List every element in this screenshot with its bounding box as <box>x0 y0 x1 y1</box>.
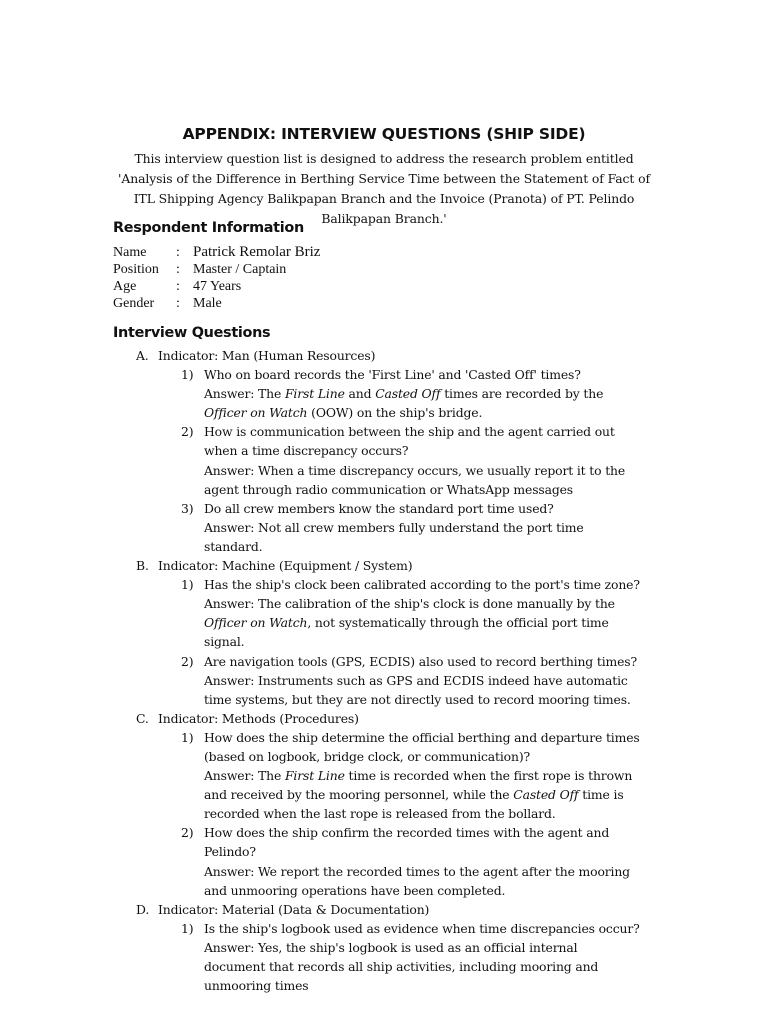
respondent-heading: Respondent Information <box>113 220 304 236</box>
indicator-label: Indicator: Material (Data & Documentation) <box>158 901 430 917</box>
answer-text: Answer: Not all crew members fully understand the port time standard. <box>204 519 584 554</box>
question-text: Do all crew members know the standard port time used? <box>204 500 554 516</box>
indicator-heading <box>0 346 768 365</box>
field-separator: : <box>176 296 180 311</box>
respondent-position-row <box>113 262 473 279</box>
field-label: Gender <box>113 296 155 311</box>
field-separator: : <box>176 262 180 277</box>
question-text: How does the ship confirm the recorded times with the agent and Pelindo? <box>204 825 610 860</box>
indicator-label: Indicator: Methods (Procedures) <box>158 710 359 726</box>
question-item <box>0 728 768 823</box>
indicator-letter: C. <box>136 710 149 726</box>
question-number: 1) <box>181 577 194 593</box>
field-value: Master / Captain <box>193 262 287 277</box>
question-item <box>0 823 768 899</box>
indicator-heading <box>0 556 768 575</box>
answer-text: Answer: Yes, the ship's logbook is used as an official internal document that records all ship activities, including mooring and unmooring times <box>204 939 599 994</box>
field-value: Male <box>193 296 222 311</box>
indicator-heading <box>0 900 768 919</box>
field-label: Age <box>113 279 137 294</box>
question-number: 2) <box>181 653 194 669</box>
interview-heading: Interview Questions <box>113 325 271 341</box>
question-number: 1) <box>181 729 194 745</box>
field-label: Name <box>113 245 147 260</box>
question-text: Is the ship's logbook used as evidence when time discrepancies occur? <box>204 920 640 936</box>
field-separator: : <box>176 279 180 294</box>
question-number: 1) <box>181 920 194 936</box>
question-item <box>0 499 768 556</box>
field-separator: : <box>176 245 180 260</box>
intro-paragraph: This interview question list is designed to address the research problem entitled 'Analysis of the Difference in Berthing Service Time between the Statement of Fact of ITL Shipping Agency Balikpapan Branch and the Invoice (Pranota) of PT. Pelindo Balikpapan Branch.' <box>118 151 650 226</box>
page-title: APPENDIX: INTERVIEW QUESTIONS (SHIP SIDE) <box>182 125 586 143</box>
respondent-name-row <box>113 245 473 262</box>
respondent-gender-row <box>113 296 473 313</box>
respondent-age-row <box>113 279 473 296</box>
question-text: How does the ship determine the official berthing and departure times (based on logbook, bridge clock, or communication)? <box>204 729 640 764</box>
interview-questions <box>0 346 768 995</box>
indicator-letter: D. <box>136 901 150 917</box>
indicator-heading <box>0 709 768 728</box>
answer-text: Answer: When a time discrepancy occurs, we usually report it to the agent through radio communication or WhatsApp messages <box>204 462 626 497</box>
field-label: Position <box>113 262 159 277</box>
question-item <box>0 919 768 995</box>
field-value: 47 Years <box>193 279 242 294</box>
question-number: 3) <box>181 500 194 516</box>
question-text: Who on board records the 'First Line' and 'Casted Off' times? <box>204 367 581 383</box>
answer-text: Answer: We report the recorded times to the agent after the mooring and unmooring operations have been completed. <box>204 863 630 898</box>
question-item <box>0 365 768 422</box>
indicator-letter: A. <box>136 348 149 363</box>
answer-text: Answer: The First Line and Casted Off times are recorded by the Officer on Watch (OOW) on the ship's bridge. <box>204 386 604 421</box>
indicator-letter: B. <box>136 558 149 574</box>
answer-text: Answer: The calibration of the ship's clock is done manually by the Officer on Watch, not systematically through the official port time signal. <box>204 596 615 650</box>
answer-text: Answer: The First Line time is recorded when the first rope is thrown and received by the mooring personnel, while the Casted Off time is recorded when the last rope is released from the bollard. <box>204 768 633 822</box>
question-text: Are navigation tools (GPS, ECDIS) also used to record berthing times? <box>204 653 637 669</box>
question-number: 2) <box>181 825 194 841</box>
field-value: Patrick Remolar Briz <box>193 244 321 260</box>
question-item <box>0 575 768 651</box>
question-item <box>0 422 768 498</box>
answer-text: Answer: Instruments such as GPS and ECDIS indeed have automatic time systems, but they are not directly used to record mooring times. <box>204 672 631 707</box>
question-number: 1) <box>181 367 194 383</box>
question-number: 2) <box>181 424 194 440</box>
question-text: How is communication between the ship and the agent carried out when a time discrepancy occurs? <box>204 424 615 459</box>
question-text: Has the ship's clock been calibrated according to the port's time zone? <box>204 577 640 593</box>
question-item <box>0 652 768 709</box>
indicator-label: Indicator: Man (Human Resources) <box>158 348 376 363</box>
indicator-label: Indicator: Machine (Equipment / System) <box>158 558 413 574</box>
